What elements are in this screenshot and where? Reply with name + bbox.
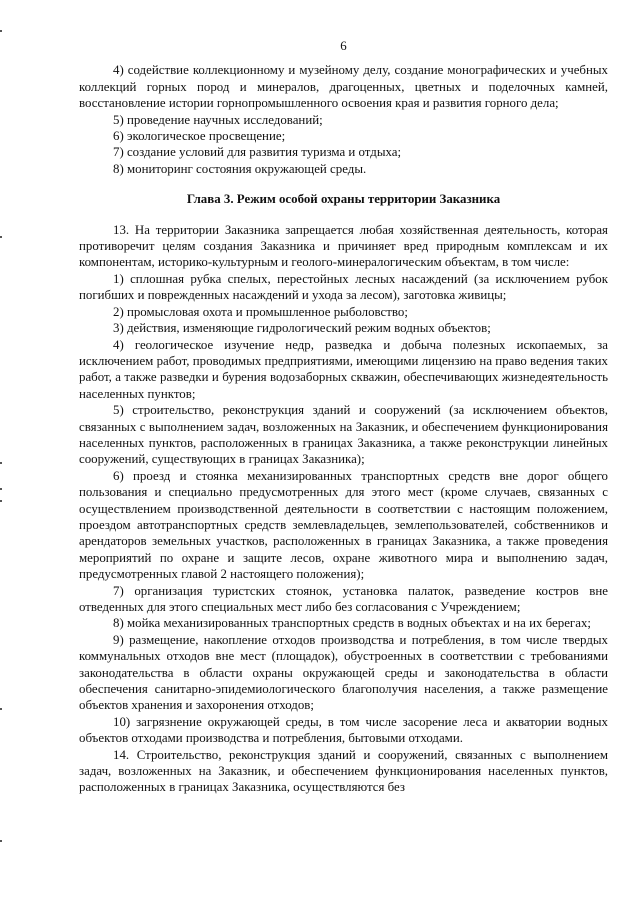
section-13-item: 4) геологическое изучение недр, разведка и добыча полезных ископаемых, за исключением работ, проводимых предприятиями, имеющими лицензию на право ведения таких работ, а также разведки и бурения водозаборных скважин, обеспечивающих жизнедеятельность населенных пунктов;	[79, 337, 608, 401]
binding-mark	[0, 488, 2, 490]
left-margin-binding-marks	[0, 0, 4, 905]
section-13-item: 6) проезд и стоянка механизированных транспортных средств вне дорог общего пользования и специально предусмотренных для этого мест (кроме случаев, связанных с осуществлением производственной деятельности в соответствии с настоящим положением, проездом автотранспортных средств землевладельцев, землепользователей, собственников и арендаторов земельных участков, расположенных в границах Заказника, а также проведения мероприятий по охране и защите лесов, охране животного мира и выполнению задач, предусмотренных главой 2 настоящего положения);	[79, 468, 608, 582]
paragraph-item-8: 8) мониторинг состояния окружающей среды.	[113, 161, 367, 176]
paragraph-item-6: 6) экологическое просвещение;	[113, 129, 286, 144]
paragraph-item-4: 4) содействие коллекционному и музейному делу, создание монографических и учебных коллекций горных пород и минералов, драгоценных, цветных и поделочных камней, восстановление истории горнопромышленного освоения края и развития горного дела;	[79, 63, 608, 111]
section-13-item: 3) действия, изменяющие гидрологический режим водных объектов;	[113, 321, 491, 336]
chapter-title: Глава 3. Режим особой охраны территории Заказника	[186, 192, 501, 207]
binding-mark	[0, 236, 2, 238]
section-14-start: 14. Строительство, реконструкция зданий и сооружений, связанных с выполнением задач, возложенных на Заказник, и обеспечением функционирования населенных пунктов, расположенных в границах Заказника, осуществляются без	[79, 747, 608, 795]
section-13-item: 7) организация туристских стоянок, установка палаток, разведение костров вне отведенных для этого специальных мест либо без согласования с Учреждением;	[79, 583, 608, 614]
paragraph-item-7: 7) создание условий для развития туризма и отдыха;	[113, 145, 402, 160]
binding-mark	[0, 500, 2, 502]
binding-mark	[0, 30, 2, 32]
section-13-item: 9) размещение, накопление отходов производства и потребления, в том числе твердых коммунальных отходов вне мест (площадок), обустроенных в соответствии с требованиями законодательства в области охраны окружающей среды и законодательства в области обеспечения санитарно-эпидемиологического благополучия населения, а также размещение объектов хранения и захоронения отходов;	[79, 632, 608, 713]
section-13-intro: 13. На территории Заказника запрещается любая хозяйственная деятельность, которая противоречит целям создания Заказника и причиняет вред природным комплексам и их компонентам, историко-культурным и геолого-минералогическим объектам, в том числе:	[79, 222, 608, 270]
section-13-item: 2) промысловая охота и промышленное рыболовство;	[113, 304, 408, 319]
section-13-item: 1) сплошная рубка спелых, перестойных лесных насаждений (за исключением рубок погибших и поврежденных насаждений и ухода за лесом), заготовка живицы;	[79, 271, 608, 303]
binding-mark	[0, 708, 2, 710]
binding-mark	[0, 462, 2, 464]
binding-mark	[0, 840, 2, 842]
section-13-item: 8) мойка механизированных транспортных средств в водных объектах и на их берегах;	[113, 616, 591, 631]
document-page	[79, 38, 608, 796]
section-13-item: 10) загрязнение окружающей среды, в том числе засорение леса и акватории водных объектов отходами производства и потребления, бытовыми отходами.	[79, 714, 608, 746]
section-13-item: 5) строительство, реконструкция зданий и сооружений (за исключением объектов, связанных с выполнением задач, возложенных на Заказник, и обеспечением функционирования населенных пунктов, расположенных в границах Заказника, а также реконструкции линейных сооружений, существующих в границах Заказника);	[79, 403, 608, 467]
page-number: 6	[340, 39, 347, 53]
paragraph-item-5: 5) проведение научных исследований;	[113, 112, 323, 127]
